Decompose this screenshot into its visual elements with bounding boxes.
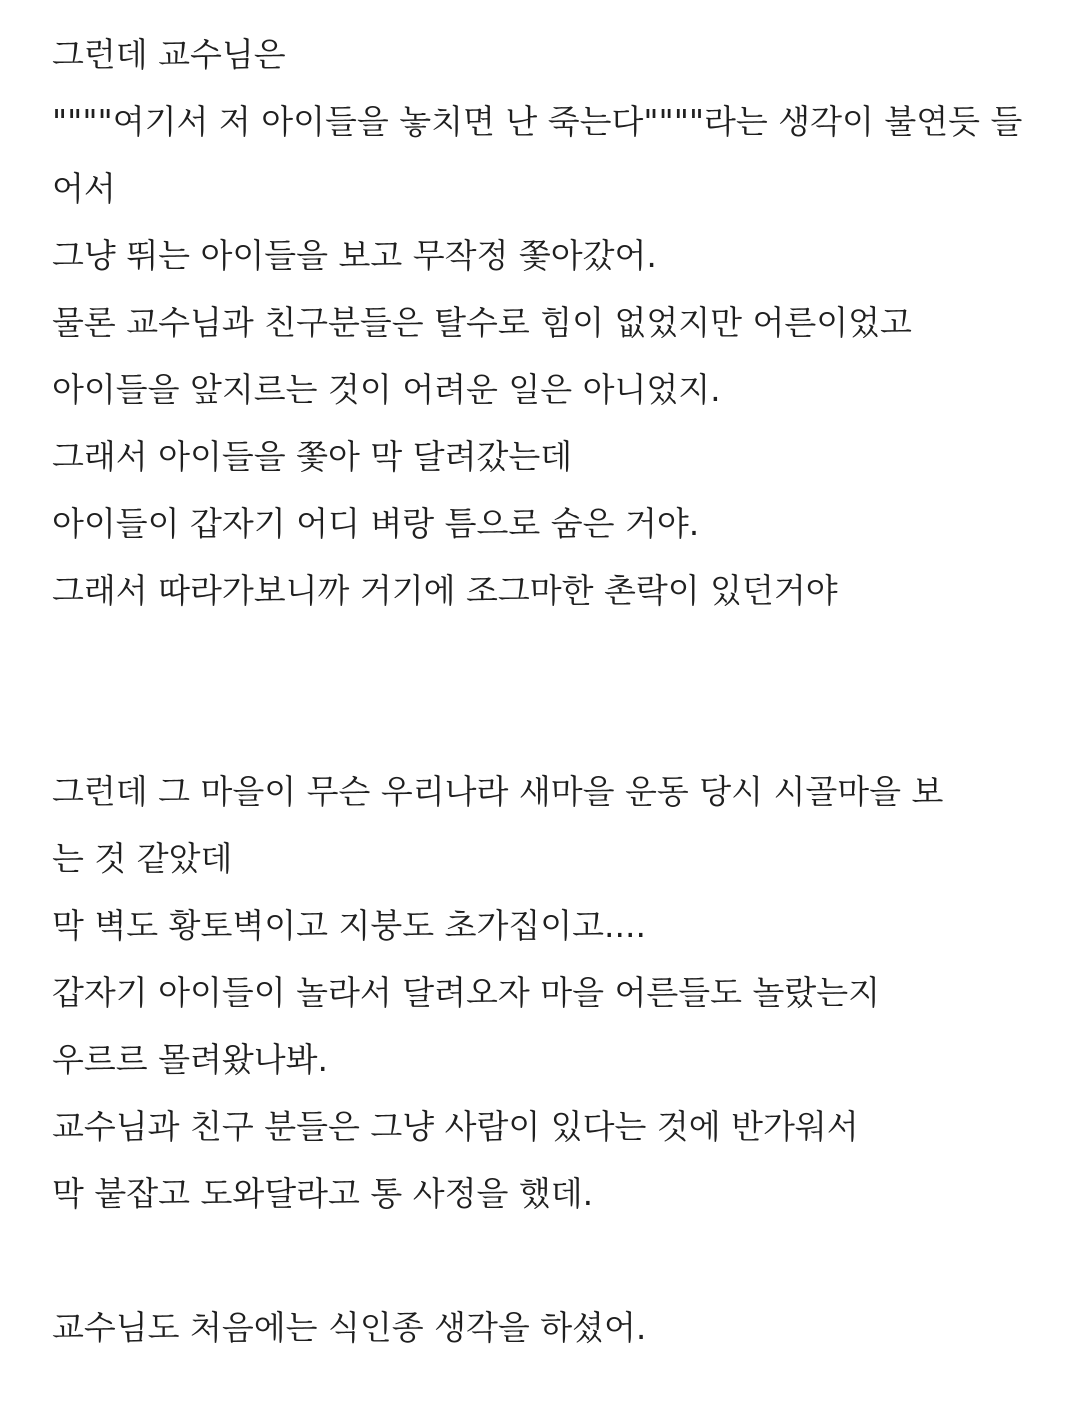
text-line: 아이들을 앞지르는 것이 어려운 일은 아니었지. (52, 370, 721, 409)
blank-line (52, 624, 1062, 691)
blank-line (52, 691, 1062, 758)
text-line: 그런데 교수님은 (52, 35, 286, 74)
text-line: 막 붙잡고 도와달라고 통 사정을 했데. (52, 1174, 594, 1213)
text-line: 교수님도 처음에는 식인종 생각을 하셨어. (52, 1308, 647, 1347)
text-line: 물론 교수님과 친구분들은 탈수로 힘이 없었지만 어른이었고 (52, 303, 912, 342)
text-line: 막 벽도 황토벽이고 지붕도 초가집이고.... (52, 906, 646, 945)
text-line: 그냥 뛰는 아이들을 보고 무작정 쫓아갔어. (52, 236, 657, 275)
text-line: 우르르 몰려왔나봐. (52, 1040, 329, 1079)
text-line: 아이들이 갑자기 어디 벼랑 틈으로 숨은 거야. (52, 504, 700, 543)
text-line: 그런데 그 마을이 무슨 우리나라 새마을 운동 당시 시골마을 보 (52, 772, 944, 811)
text-line: 그래서 아이들을 쫓아 막 달려갔는데 (52, 437, 573, 476)
text-line: 교수님과 친구 분들은 그냥 사람이 있다는 것에 반가워서 (52, 1107, 859, 1146)
blank-line (52, 1227, 1062, 1294)
text-line: """"여기서 저 아이들을 놓치면 난 죽는다""""라는 생각이 불연듯 들 (52, 102, 1023, 141)
text-line: 그래서 따라가보니까 거기에 조그마한 촌락이 있던거야 (52, 571, 838, 610)
text-line: 어서 (52, 169, 116, 208)
article-body (52, 21, 1062, 1361)
text-line: 갑자기 아이들이 놀라서 달려오자 마을 어른들도 놀랐는지 (52, 973, 881, 1012)
text-line: 는 것 같았데 (52, 839, 233, 878)
